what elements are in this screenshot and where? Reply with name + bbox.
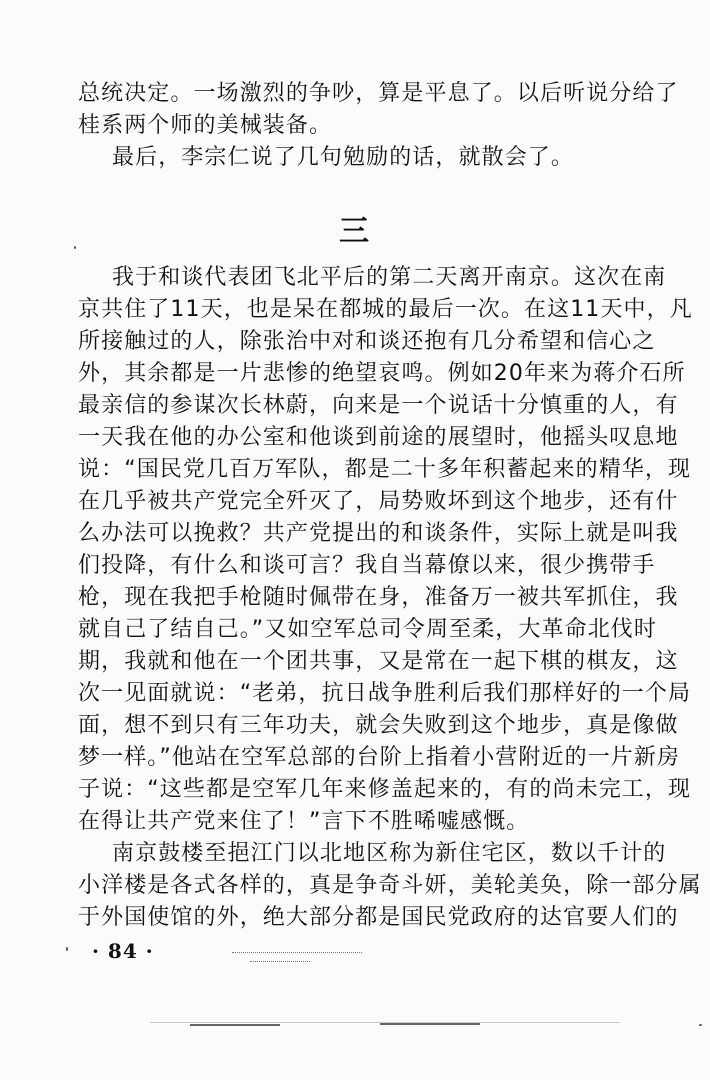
text-line: 南京鼓楼至挹江门以北地区称为新住宅区，数以千计的	[112, 841, 667, 866]
text-line: 在得让共产党来住了！”言下不胜唏嘘感慨。	[78, 809, 530, 834]
page-number: · 84 ·	[92, 939, 154, 963]
section-heading: 三	[339, 214, 371, 249]
text-line: 说：“国民党几百万军队，都是二十多年积蓄起来的精华，现	[78, 457, 692, 482]
text-line: 就自己了结自己。”又如空军总司令周至柔，大革命北伐时	[78, 617, 657, 642]
text-line: 面，想不到只有三年功夫，就会失败到这个地步，真是像做	[78, 713, 679, 738]
scan-speck	[66, 947, 68, 951]
text-line: 枪，现在我把手枪随时佩带在身，准备万一被共军抓住，我	[78, 585, 679, 610]
text-line: 一天我在他的办公室和他谈到前途的展望时，他摇头叹息地	[78, 425, 679, 450]
text-line: 期，我就和他在一个团共事，又是常在一起下棋的棋友，这	[78, 649, 679, 674]
text-line: 小洋楼是各式各样的，真是争奇斗妍，美轮美奂，除一部分属	[78, 873, 702, 898]
text-line: 梦一样。”他站在空军总部的台阶上指着小营附近的一片新房	[78, 745, 681, 770]
text-line: 最亲信的参谋次长林蔚，向来是一个说话十分慎重的人，有	[78, 393, 679, 418]
text-line: 总统决定。一场激烈的争吵，算是平息了。以后听说分给了	[78, 81, 679, 106]
text-line: 京共住了11天，也是呆在都城的最后一次。在这11天中，凡	[78, 297, 693, 322]
text-line: 在几乎被共产党完全歼灭了，局势败坏到这个地步，还有什	[78, 489, 679, 514]
text-line: 所接触过的人，除张治中对和谈还抱有几分希望和信心之	[78, 329, 656, 354]
text-line: 于外国使馆的外，绝大部分都是国民党政府的达官要人们的	[78, 905, 679, 930]
scan-edge-line	[380, 1023, 480, 1025]
text-line: 么办法可以挽救？共产党提出的和谈条件，实际上就是叫我	[78, 521, 679, 546]
scan-dots	[232, 952, 362, 955]
scan-edge-line	[190, 1024, 280, 1026]
scan-speck	[699, 1024, 702, 1026]
text-line: 最后，李宗仁说了几句勉励的话，就散会了。	[112, 145, 575, 170]
text-line: 我于和谈代表团飞北平后的第二天离开南京。这次在南	[112, 265, 667, 290]
scan-speck	[74, 246, 76, 249]
text-line: 桂系两个师的美械装备。	[78, 113, 333, 138]
text-line: 们投降，有什么和谈可言？我自当幕僚以来，很少携带手	[78, 553, 656, 578]
text-line: 次一见面就说：“老弟，抗日战争胜利后我们那样好的一个局	[78, 681, 692, 706]
text-line: 外，其余都是一片悲惨的绝望哀鸣。例如20年来为蒋介石所	[78, 361, 686, 386]
text-line: 子说：“这些都是空军几年来修盖起来的，有的尚未完工，现	[78, 777, 692, 802]
scan-dots	[250, 961, 310, 964]
